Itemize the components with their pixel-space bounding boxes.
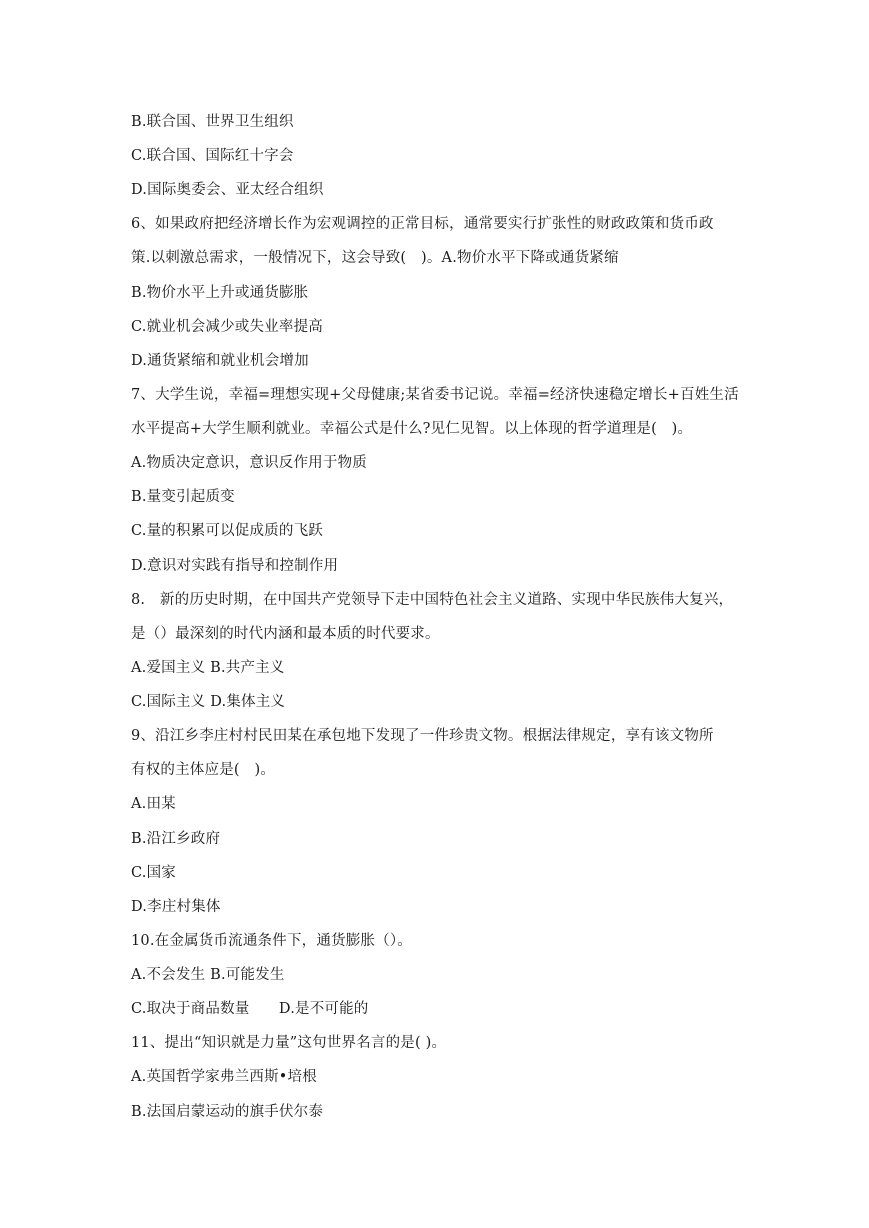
question-11-line: 11、提出“知识就是力量”这句世界名言的是( )。 — [131, 1035, 447, 1051]
option-line: A.物质决定意识，意识反作用于物质 — [131, 455, 367, 471]
option-line: D.国际奥委会、亚太经合组织 — [131, 182, 324, 198]
option-line: D.通货紧缩和就业机会增加 — [131, 353, 309, 369]
question-7-line-2: 水平提高+大学生顺利就业。幸福公式是什么?见仁见智。以上体现的哲学道理是( )。 — [131, 421, 693, 437]
option-line: C.国际主义 D.集体主义 — [131, 694, 286, 710]
option-line: B.物价水平上升或通货膨胀 — [131, 285, 309, 301]
option-line: B.法国启蒙运动的旗手伏尔泰 — [131, 1104, 324, 1120]
question-6-line-2: 策.以刺激总需求，一般情况下，这会导致( )。A.物价水平下降或通货紧缩 — [131, 250, 619, 266]
option-line: B.沿江乡政府 — [131, 831, 221, 847]
option-line: D.李庄村集体 — [131, 899, 221, 915]
question-6-line-1: 6、如果政府把经济增长作为宏观调控的正常目标，通常要实行扩张性的财政政策和货币政 — [131, 216, 714, 232]
option-line: B.量变引起质变 — [131, 489, 235, 505]
question-7-line-1: 7、大学生说，幸福=理想实现+父母健康;某省委书记说。幸福=经济快速稳定增长+百姓生活 — [131, 387, 739, 403]
option-line: C.量的积累可以促成质的飞跃 — [131, 523, 323, 539]
option-line: C.国家 — [131, 865, 176, 881]
option-line: A.英国哲学家弗兰西斯•培根 — [131, 1069, 317, 1085]
option-line: A.不会发生 B.可能发生 — [131, 967, 285, 983]
option-line: C.取决于商品数量 D.是不可能的 — [131, 1001, 369, 1017]
option-line: B.联合国、世界卫生组织 — [131, 114, 294, 130]
question-8-line-2: 是（）最深刻的时代内涵和最本质的时代要求。 — [131, 626, 440, 642]
question-8-line-1: 8. 新的历史时期，在中国共产党领导下走中国特色社会主义道路、实现中华民族伟大复兴， — [131, 592, 734, 608]
option-line: C.联合国、国际红十字会 — [131, 148, 294, 164]
option-line: A.田某 — [131, 796, 176, 812]
question-9-line-1: 9、沿江乡李庄村村民田某在承包地下发现了一件珍贵文物。根据法律规定，享有该文物所 — [131, 728, 714, 744]
option-line: D.意识对实践有指导和控制作用 — [131, 558, 339, 574]
option-line: A.爱国主义 B.共产主义 — [131, 660, 285, 676]
question-10-line: 10.在金属货币流通条件下，通货膨胀（）。 — [131, 933, 413, 949]
option-line: C.就业机会减少或失业率提高 — [131, 319, 323, 335]
question-9-line-2: 有权的主体应是( )。 — [131, 762, 276, 778]
